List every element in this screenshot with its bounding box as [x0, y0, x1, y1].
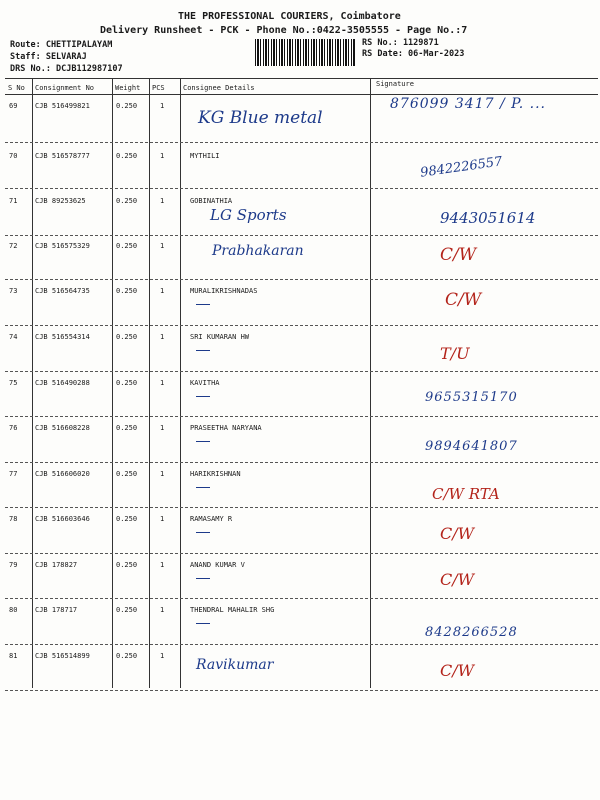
column-signature: Signature: [376, 80, 414, 88]
tick-mark: [196, 487, 210, 488]
row-consignee: MURALIKRISHNADAS: [190, 287, 258, 295]
tick-mark: [196, 350, 210, 351]
tick-mark: [196, 623, 210, 624]
signature-handwriting: T/U: [440, 344, 470, 363]
row-sno: 73: [9, 287, 18, 295]
row-consignee: KAVITHA: [190, 379, 220, 387]
row-weight: 0.250: [116, 424, 138, 432]
table-row: [0, 146, 600, 192]
row-consignment: CJB 516578777: [35, 152, 90, 160]
row-consignment: CJB 516514899: [35, 652, 90, 660]
table-row: [0, 647, 600, 693]
barcode: [255, 39, 355, 66]
row-pcs: 1: [160, 152, 165, 160]
row-weight: 0.250: [116, 561, 138, 569]
row-pcs: 1: [160, 424, 165, 432]
signature-handwriting: C/W: [440, 661, 475, 680]
row-separator: [5, 462, 598, 463]
signature-handwriting: 9894641807: [425, 439, 518, 454]
signature-handwriting: 9842226557: [419, 154, 504, 181]
table-row: [0, 282, 600, 328]
signature-handwriting: C/W RTA: [432, 485, 500, 503]
row-separator: [5, 507, 598, 508]
row-consignee: PRASEETHA NARYANA: [190, 424, 262, 432]
tick-mark: [196, 441, 210, 442]
consignee-handwriting: LG Sports: [210, 206, 287, 224]
signature-handwriting: C/W: [440, 570, 475, 589]
row-sno: 69: [9, 102, 18, 110]
table-row: [0, 374, 600, 420]
table-row: [0, 510, 600, 556]
table-row: [0, 601, 600, 647]
column-consignment: Consignment No: [35, 84, 95, 92]
signature-handwriting: C/W: [440, 245, 477, 265]
rs-date: RS Date: 06-Mar-2023: [362, 49, 465, 59]
signature-handwriting: C/W: [440, 524, 475, 543]
row-pcs: 1: [160, 197, 165, 205]
row-pcs: 1: [160, 333, 165, 341]
company-name: THE PROFESSIONAL COURIERS, Coimbatore: [178, 11, 401, 22]
rs-number: RS No.: 1129871: [362, 38, 439, 48]
row-sno: 74: [9, 333, 18, 341]
signature-handwriting: 9443051614: [440, 209, 536, 227]
row-weight: 0.250: [116, 652, 138, 660]
row-consignee: MYTHILI: [190, 152, 220, 160]
row-weight: 0.250: [116, 606, 138, 614]
tick-mark: [196, 304, 210, 305]
row-separator: [5, 690, 598, 691]
row-sno: 75: [9, 379, 18, 387]
row-separator: [5, 325, 598, 326]
consignee-handwriting: KG Blue metal: [198, 108, 323, 128]
column-weight: Weight: [115, 84, 141, 92]
staff-label: Staff: SELVARAJ: [10, 52, 87, 62]
table-row: [0, 191, 600, 237]
consignee-handwriting: Ravikumar: [196, 657, 274, 673]
header-top-rule: [5, 78, 598, 79]
table-row: [0, 556, 600, 602]
row-sno: 78: [9, 515, 18, 523]
row-sno: 71: [9, 197, 18, 205]
row-consignee: GOBINATHIA: [190, 197, 233, 205]
row-sno: 79: [9, 561, 18, 569]
row-consignment: CJB 516490288: [35, 379, 90, 387]
row-consignment: CJB 516554314: [35, 333, 90, 341]
table-row: [0, 465, 600, 511]
row-weight: 0.250: [116, 379, 138, 387]
table-row: [0, 328, 600, 374]
signature-handwriting: C/W: [445, 290, 482, 310]
row-weight: 0.250: [116, 102, 138, 110]
row-consignee: SRI KUMARAN HW: [190, 333, 250, 341]
row-consignment: CJB 516564735: [35, 287, 90, 295]
row-consignment: CJB 516499821: [35, 102, 90, 110]
tick-mark: [196, 578, 210, 579]
row-pcs: 1: [160, 242, 165, 250]
signature-handwriting: 8428266528: [425, 625, 518, 640]
table-row: [0, 237, 600, 283]
row-separator: [5, 553, 598, 554]
row-consignee: RAMASAMY R: [190, 515, 233, 523]
row-pcs: 1: [160, 561, 165, 569]
row-sno: 80: [9, 606, 18, 614]
row-separator: [5, 235, 598, 236]
consignee-handwriting: Prabhakaran: [212, 243, 304, 259]
row-pcs: 1: [160, 652, 165, 660]
route-label: Route: CHETTIPALAYAM: [10, 40, 113, 50]
row-sno: 70: [9, 152, 18, 160]
row-sno: 76: [9, 424, 18, 432]
row-separator: [5, 598, 598, 599]
runsheet-subtitle: Delivery Runsheet - PCK - Phone No.:0422-3505555 - Page No.:7: [100, 25, 468, 36]
row-separator: [5, 279, 598, 280]
row-consignment: CJB 516606020: [35, 470, 90, 478]
column-consignee: Consignee Details: [183, 84, 255, 92]
table-row: [0, 96, 600, 142]
column-pcs: PCS: [152, 84, 165, 92]
tick-mark: [196, 532, 210, 533]
row-pcs: 1: [160, 379, 165, 387]
row-pcs: 1: [160, 287, 165, 295]
header-bottom-rule: [5, 94, 598, 95]
row-consignment: CJB 516575329: [35, 242, 90, 250]
row-weight: 0.250: [116, 515, 138, 523]
row-pcs: 1: [160, 606, 165, 614]
table-row: [0, 419, 600, 465]
row-sno: 72: [9, 242, 18, 250]
row-separator: [5, 416, 598, 417]
row-weight: 0.250: [116, 152, 138, 160]
row-pcs: 1: [160, 470, 165, 478]
row-separator: [5, 644, 598, 645]
row-consignee: HARIKRISHNAN: [190, 470, 241, 478]
signature-handwriting: 9655315170: [425, 390, 518, 405]
row-consignment: CJB 178717: [35, 606, 78, 614]
row-weight: 0.250: [116, 287, 138, 295]
row-consignment: CJB 516603646: [35, 515, 90, 523]
row-sno: 81: [9, 652, 18, 660]
row-weight: 0.250: [116, 242, 138, 250]
row-consignee: ANAND KUMAR V: [190, 561, 245, 569]
row-sno: 77: [9, 470, 18, 478]
row-pcs: 1: [160, 102, 165, 110]
row-weight: 0.250: [116, 333, 138, 341]
row-consignee: THENDRAL MAHALIR SHG: [190, 606, 275, 614]
row-weight: 0.250: [116, 197, 138, 205]
tick-mark: [196, 396, 210, 397]
row-separator: [5, 188, 598, 189]
row-pcs: 1: [160, 515, 165, 523]
signature-handwriting: 876099 3417 / P. ...: [390, 96, 546, 112]
drs-number: DRS No.: DCJB112987107: [10, 64, 123, 74]
row-separator: [5, 371, 598, 372]
row-separator: [5, 142, 598, 143]
row-consignment: CJB 516608228: [35, 424, 90, 432]
row-consignment: CJB 89253625: [35, 197, 86, 205]
row-consignment: CJB 178827: [35, 561, 78, 569]
column-sno: S No: [8, 84, 25, 92]
row-weight: 0.250: [116, 470, 138, 478]
